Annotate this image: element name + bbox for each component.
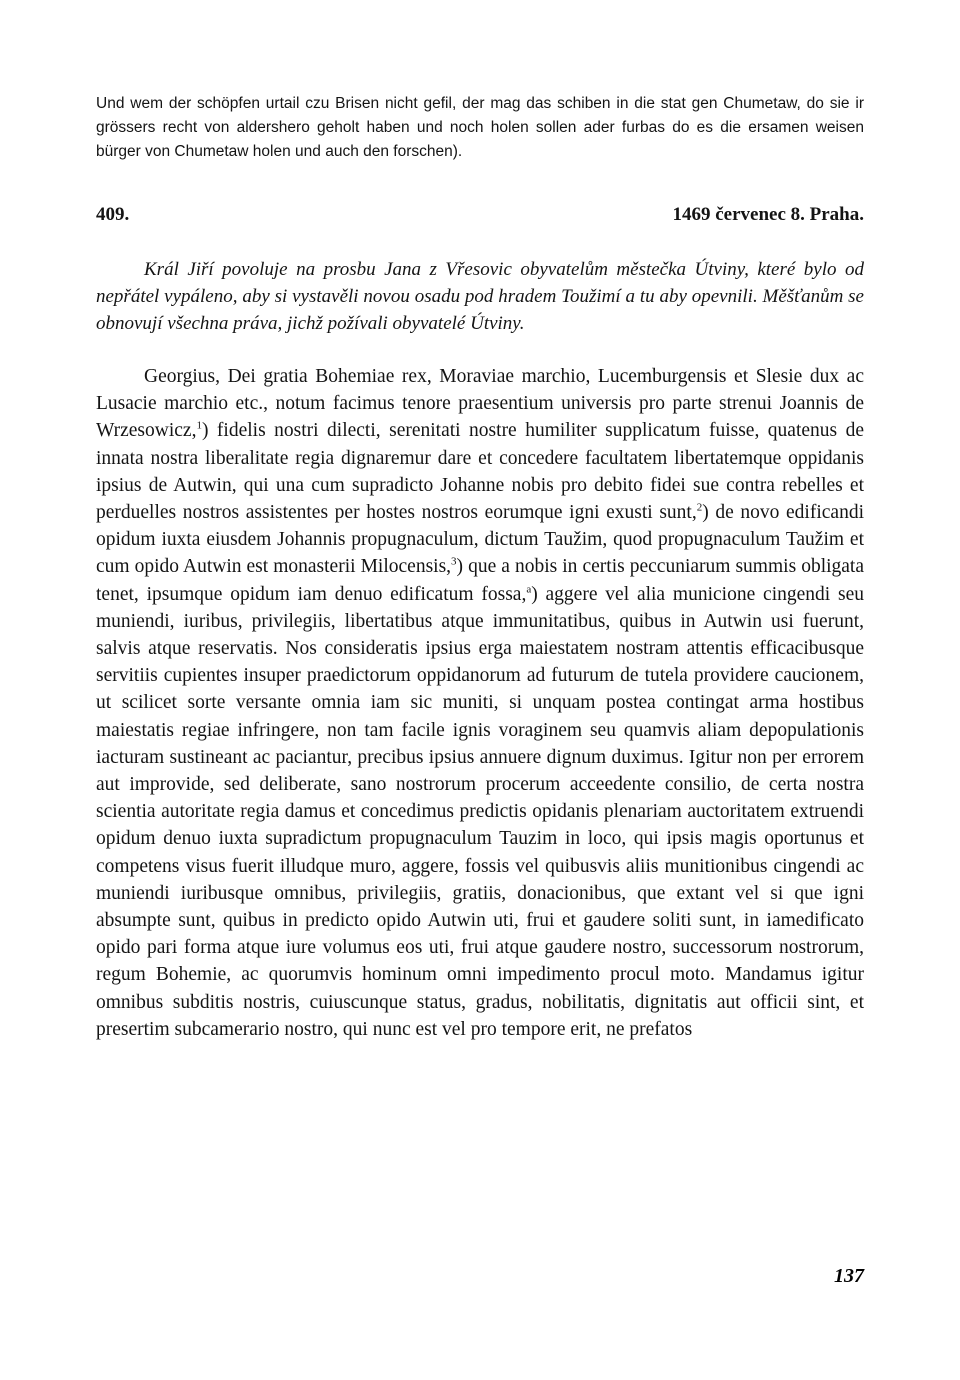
page-content	[96, 92, 864, 1043]
charter-text-part: ) aggere vel alia municione cingendi seu muniendi, iuribus, privilegiis, libertatibus atque immunitatibus, quibus in Autwin usi fuerunt, salvis atque reservatis. Nos consideratis ipsius erga maiestatem nostram attentis efficacibusque servitiis cupientes insuper praedictorum oppidanorum ad futurum de tutela providere caucionem, ut scilicet sorte versante omnia iam sic muniti, si unquam postea contingat arma hostibus maiestatis regiae infringere, non tam facile ignis voraginem seu quamvis aliam depopulationis iacturam sustineant ac paciantur, precibus ipsius annuere dignum duximus. Igitur non per errorem aut improvide, sed deliberate, sano nostrorum procerum acceedente consilio, de certa nostra scientia autoritate regia damus et concedimus predictis opidanis plenariam auctoritatem extruendi opidum denuo iuxta supradictum propugnaculum Tauzim in loco, qui ipsis magis oportunus et competens visus fuerit illudque muro, aggere, fossis vel quibusvis aliis munitionibus cingendi ac muniendi iuribusque omnibus, privilegiis, gratiis, donacionibus, que extant vel si que igni absumpte sunt, quibus in predicto opido Autwin uti, frui et gaudere soliti sunt, in iamedificato opido pari forma atque iure volumus eos uti, frui atque gaudere nostro, successorum nostrorum, regum Bohemie, ac quorumvis hominum omni impedimento procul moto. Mandamus igitur omnibus subditis nostris, cuiuscunque status, gradus, nobilitatis, dignitatis aut officii sint, et presertim subcamerario nostro, qui nunc est vel pro tempore erit, ne prefatos	[96, 583, 864, 1040]
document-date-place: 1469 červenec 8. Praha.	[672, 204, 864, 225]
page-number: 137	[834, 1265, 864, 1287]
footnote-marker: 1	[196, 419, 202, 432]
footnote-marker: a	[526, 583, 532, 596]
charter-text-part: ) fidelis nostri dilecti, serenitati nostre humiliter supplicatum fuisse, quatenus de innata nostra liberalitate regia dignaremur dare et concedere facultatem libertatemque oppidanis ipsius de Autwin, qui una cum supradicto Johanne nobis pro debito fidei sue contra rebelles et perduelles nostros assistentes per hostes nostros eorumque igni exusti sunt,	[96, 420, 864, 524]
footnote-marker: 3	[451, 555, 457, 568]
german-passage: Und wem der schöpfen urtail czu Brisen nicht gefil, der mag das schiben in die stat gen Chumetaw, do sie ir grössers recht von aldershero geholt haben und noch holen sollen ader furbas do es die ersamen weisen bürger von Chumetaw holen und auch den forschen).	[96, 95, 864, 160]
document-header	[96, 204, 864, 236]
regest-summary: Král Jiří povoluje na prosbu Jana z Vřesovic obyvatelům městečka Útviny, které bylo od nepřátel vypáleno, aby si vystavěli novou osadu pod hradem Toužimí a tu aby opevnili. Měšťanům se obnovují všechna práva, jichž požívali obyvatelé Útviny.	[96, 259, 864, 334]
charter-text-part: Georgius, Dei gratia Bohemiae rex, Moraviae marchio, Lucemburgensis et Slesie dux ac Lusacie marchio etc., notum facimus tenore praesentium universis pro parte strenui Joannis de Wrzesowicz,	[96, 366, 864, 442]
charter-text-part: ) que a nobis in certis peccuniarum summis obligata tenet, ipsumque opidum iam denuo edificatum fossa,	[96, 556, 865, 605]
document-number: 409.	[96, 204, 130, 225]
charter-text	[96, 363, 864, 1043]
footnote-marker: 2	[696, 501, 703, 514]
charter-text-part: ) de novo edificandi opidum iuxta eiusdem Johannis propugnaculum, dictum Taužim, quod propugnaculum Taužim et cum opido Autwin est monasterii Milocensis,	[96, 502, 864, 578]
